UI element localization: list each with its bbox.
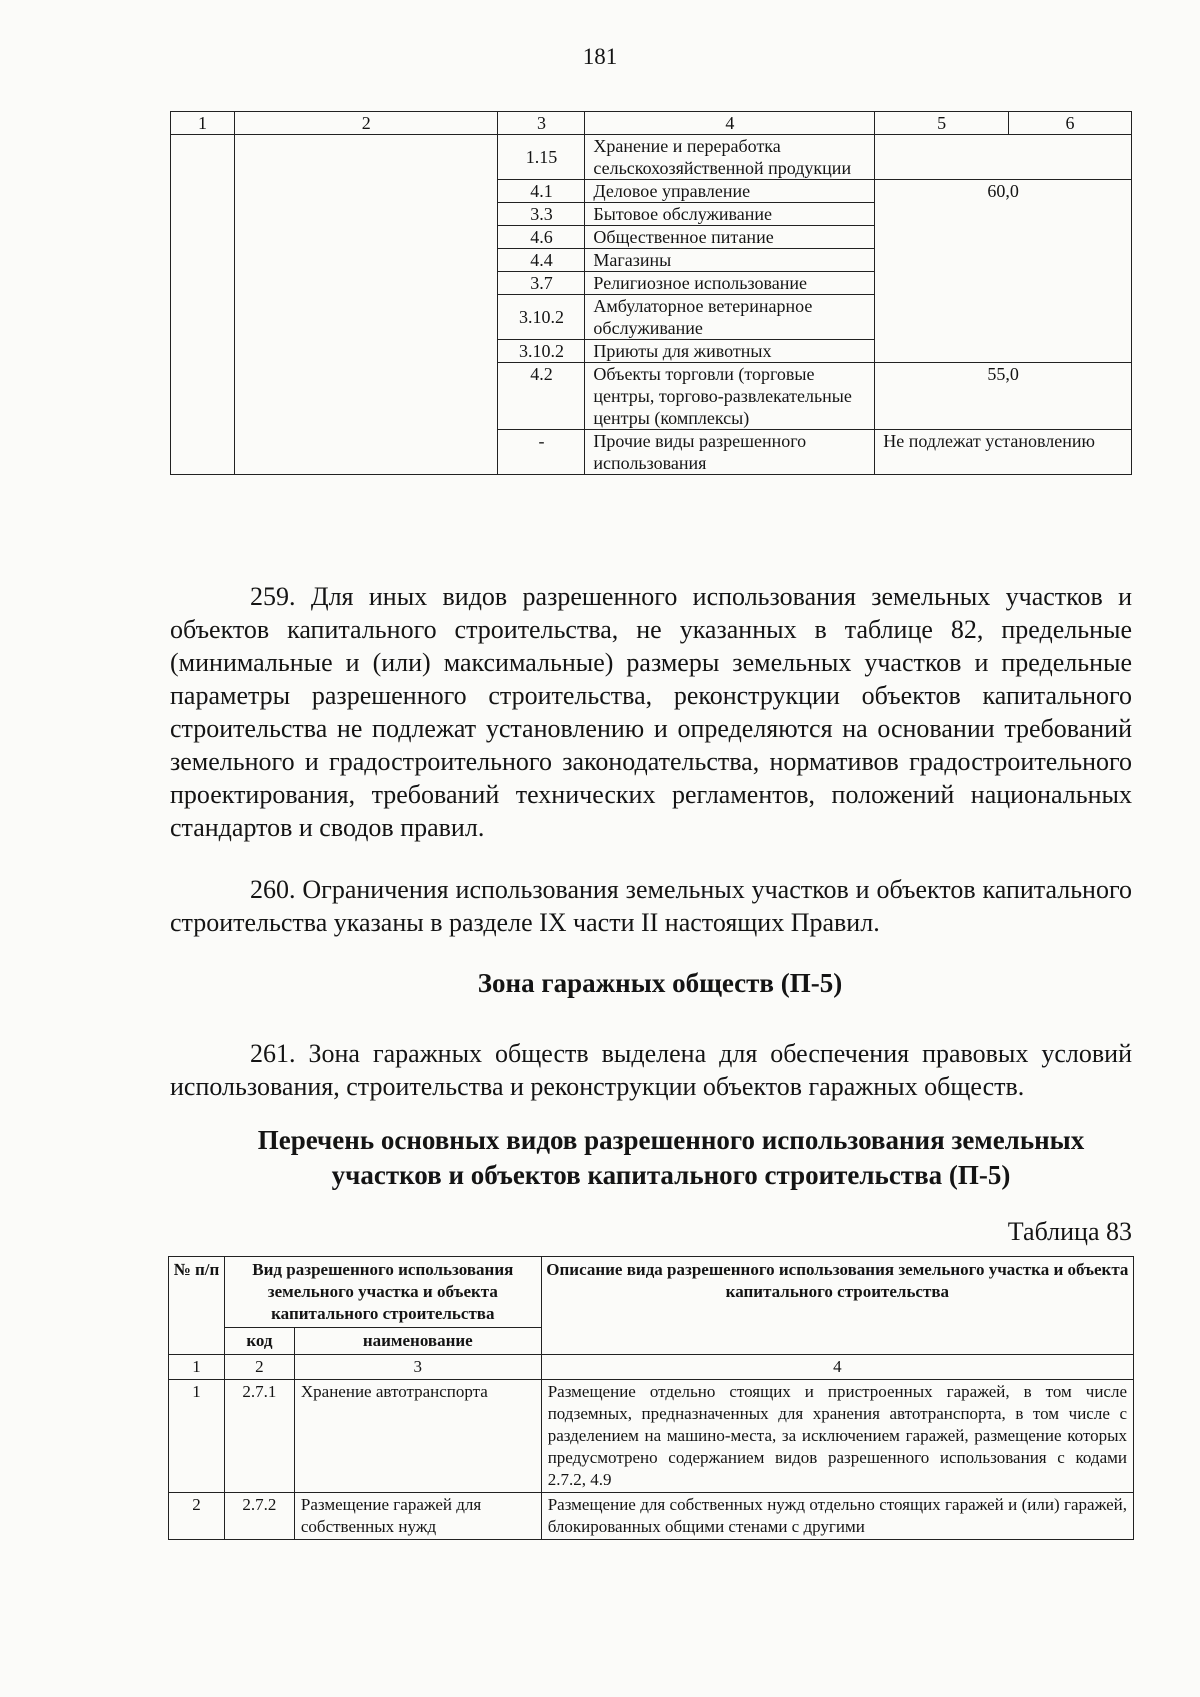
use-code: 4.4: [498, 249, 585, 272]
column-number: 6: [1009, 112, 1132, 135]
merged-cell: [234, 135, 498, 475]
use-description-text: Размещение для собственных нужд отдельно стоящих гаражей и (или) гаражей, блокированных общими стенами с другими: [547, 1495, 1127, 1536]
continued-table: [170, 111, 1132, 475]
column-numbers-row: [169, 1355, 1134, 1380]
table-header-row: [169, 1257, 1134, 1328]
header-description: Описание вида разрешенного использования земельного участка и объекта капитального строительства: [541, 1257, 1133, 1355]
use-name: Магазины: [585, 249, 875, 272]
use-code: -: [498, 430, 585, 475]
use-code: 4.6: [498, 226, 585, 249]
use-code: 3.3: [498, 203, 585, 226]
use-name: Амбулаторное ветеринарное обслуживание: [585, 295, 875, 340]
paragraph-260: 260. Ограничения использования земельных участков и объектов капитального строительства указаны в разделе IX части II настоящих Правил.: [170, 875, 1132, 937]
use-name: Прочие виды разрешенного использования: [585, 430, 875, 475]
use-name: Общественное питание: [585, 226, 875, 249]
column-number: 3: [294, 1355, 541, 1380]
header-code: код: [224, 1328, 294, 1355]
merged-cell: [171, 135, 235, 475]
column-number: 3: [498, 112, 585, 135]
page-number: 181: [582, 44, 618, 69]
column-number: 1: [169, 1355, 225, 1380]
row-number: 1: [169, 1380, 225, 1493]
header-kind: Вид разрешенного использования земельного участка и объекта капитального строительства: [224, 1257, 541, 1328]
use-description: [541, 1493, 1133, 1540]
use-code: 2.7.1: [224, 1380, 294, 1493]
table-row: [169, 1493, 1134, 1540]
use-code: 1.15: [498, 135, 585, 180]
use-name: Хранение автотранспорта: [294, 1380, 541, 1493]
paragraph-261: 261. Зона гаражных обществ выделена для обеспечения правовых условий использования, строительства и реконструкции объектов гаражных обществ.: [170, 1039, 1132, 1101]
use-name: Хранение и переработка сельскохозяйственной продукции: [585, 135, 875, 180]
column-number: 1: [171, 112, 235, 135]
value-not-established: Не подлежат установлению: [875, 430, 1132, 475]
header-name: наименование: [294, 1328, 541, 1355]
header-number: № п/п: [169, 1257, 225, 1355]
use-name: Приюты для животных: [585, 340, 875, 363]
column-number: 2: [234, 112, 498, 135]
use-code: 3.10.2: [498, 295, 585, 340]
zone-heading: Зона гаражных обществ (П-5): [477, 968, 843, 998]
paragraph-259: 259. Для иных видов разрешенного использования земельных участков и объектов капитального строительства, не указанных в таблице 82, предельные (минимальные и (или) максимальные) размеры земельных участков и предельные параметры разрешенного строительства, реконструкции объектов капитального строительства не подлежат установлению и определяются на основании требований земельного и градостроительного законодательства, нормативов градостроительного проектирования, требований технических регламентов, положений национальных стандартов и сводов правил.: [170, 582, 1132, 842]
row-number: 2: [169, 1493, 225, 1540]
use-name: Религиозное использование: [585, 272, 875, 295]
column-number: 5: [875, 112, 1009, 135]
use-code: 4.1: [498, 180, 585, 203]
use-name: Размещение гаражей для собственных нужд: [294, 1493, 541, 1540]
value-60: 60,0: [875, 180, 1132, 363]
table-83: [168, 1256, 1134, 1540]
use-name: Объекты торговли (торговые центры, торгово-развлекательные центры (комплексы): [585, 363, 875, 430]
table-header-row: [171, 112, 1132, 135]
table-row: [171, 135, 1132, 180]
use-description: Размещение отдельно стоящих и пристроенных гаражей, в том числе подземных, предназначенных для хранения автотранспорта, в том числе с разделением на машино-места, за исключением гаражей, размещение которых предусмотрено содержанием видов разрешенного использования с кодами 2.7.2, 4.9: [541, 1380, 1133, 1493]
table-row: [169, 1380, 1134, 1493]
use-code: 3.10.2: [498, 340, 585, 363]
value-55: 55,0: [875, 363, 1132, 430]
list-heading: Перечень основных видов разрешенного использования земельных участков и объектов капитального строительства (П-5): [257, 1125, 1085, 1190]
use-code: 4.2: [498, 363, 585, 430]
table-caption: Таблица 83: [1007, 1217, 1132, 1246]
use-code: 2.7.2: [224, 1493, 294, 1540]
use-name: Бытовое обслуживание: [585, 203, 875, 226]
column-number: 4: [541, 1355, 1133, 1380]
use-code: 3.7: [498, 272, 585, 295]
column-number: 2: [224, 1355, 294, 1380]
column-number: 4: [585, 112, 875, 135]
empty-cell: [875, 135, 1132, 180]
use-name: Деловое управление: [585, 180, 875, 203]
